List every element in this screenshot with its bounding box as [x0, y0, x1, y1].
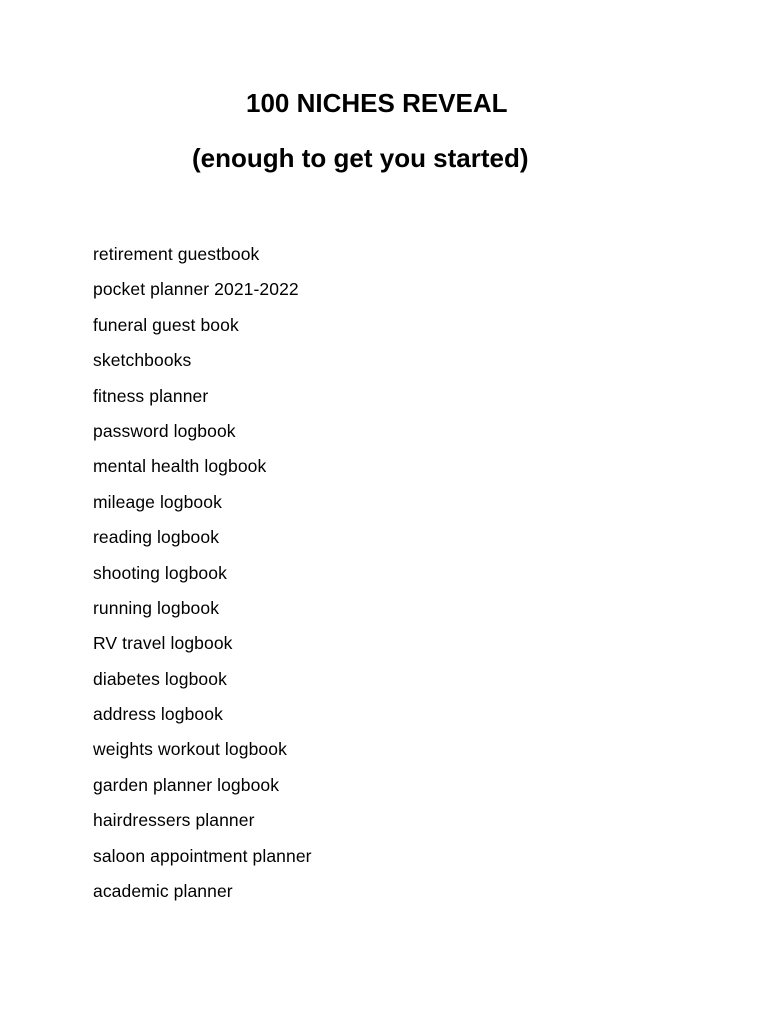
niche-item: mental health logbook [93, 456, 267, 477]
niche-item: password logbook [93, 420, 236, 441]
niche-item: academic planner [93, 881, 233, 902]
niche-item: garden planner logbook [93, 774, 280, 795]
niche-item: sketchbooks [93, 350, 192, 371]
niche-item: RV travel logbook [93, 633, 233, 654]
niche-item: retirement guestbook [93, 244, 260, 264]
niche-item: running logbook [93, 597, 220, 618]
niche-item: reading logbook [93, 527, 220, 548]
niche-item: fitness planner [93, 385, 209, 406]
niche-item: diabetes logbook [93, 668, 227, 689]
title-block [0, 88, 768, 173]
page-title: 100 NICHES REVEAL [246, 88, 508, 118]
niche-item: shooting logbook [93, 562, 227, 583]
niche-item: funeral guest book [93, 314, 239, 335]
page-subtitle: (enough to get you started) [192, 143, 529, 173]
niche-item: address logbook [93, 704, 223, 725]
niche-list [93, 240, 312, 912]
niche-item: pocket planner 2021-2022 [93, 279, 299, 300]
niche-item: weights workout logbook [93, 739, 287, 760]
niche-item: hairdressers planner [93, 810, 255, 831]
niche-item: saloon appointment planner [93, 845, 312, 866]
niche-item: mileage logbook [93, 491, 222, 512]
